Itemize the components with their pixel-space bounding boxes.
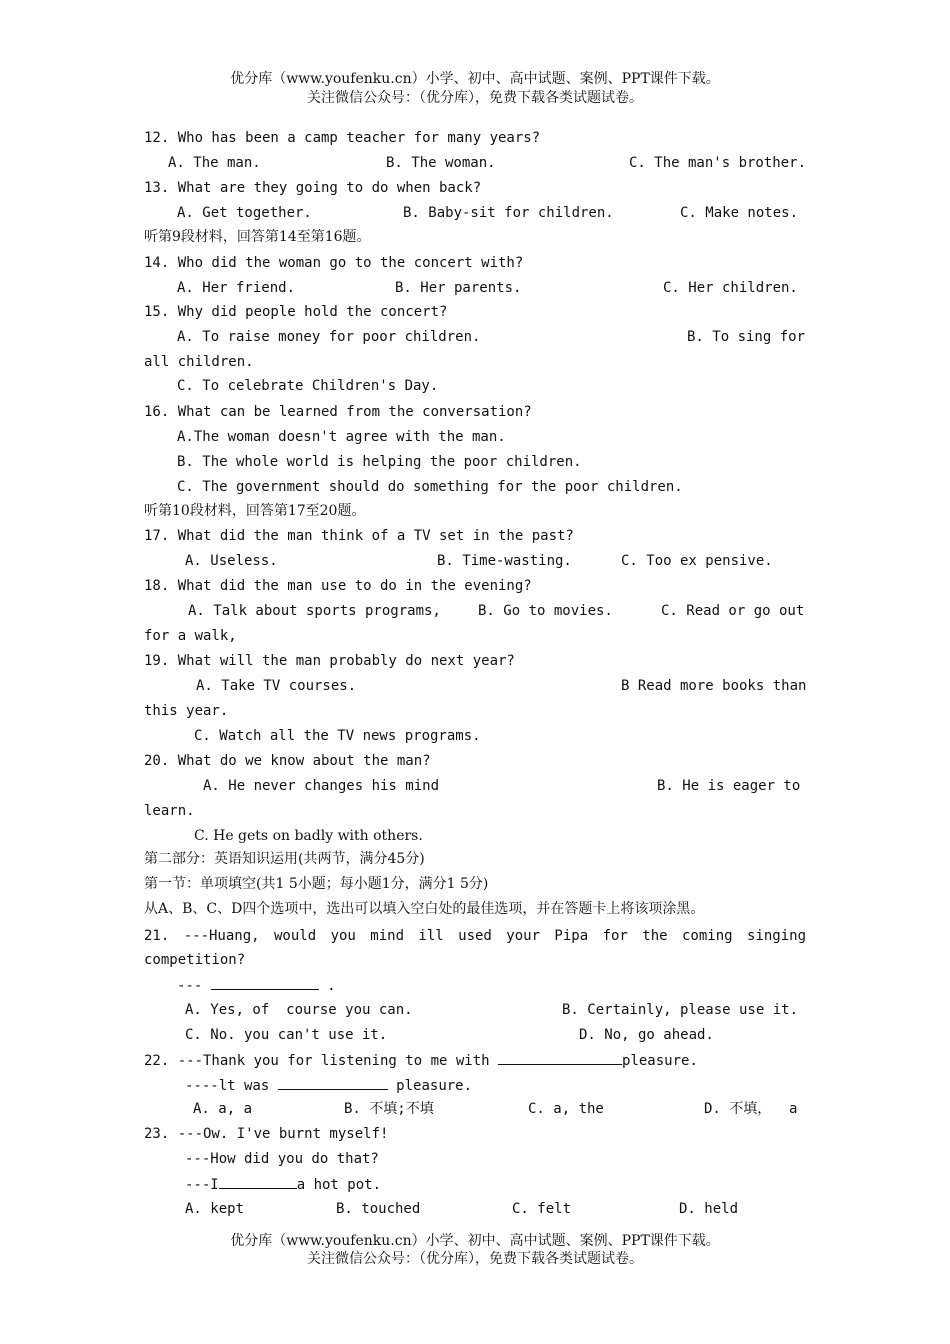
question-15: 15. Why did people hold the concert?	[144, 304, 448, 320]
q21-dashes: ---	[177, 978, 203, 994]
question-14: 14. Who did the woman go to the concert with?	[144, 255, 524, 271]
q19-option-c: C. Watch all the TV news programs.	[194, 728, 481, 744]
q21-option-d: D. No, go ahead.	[579, 1027, 714, 1043]
q20-option-b-continued: learn.	[144, 803, 195, 819]
q16-option-b: B. The whole world is helping the poor children.	[177, 454, 582, 470]
q22-answer-blank-1[interactable]	[498, 1052, 622, 1065]
question-13: 13. What are they going to do when back?	[144, 180, 482, 196]
q19-option-a: A. Take TV courses.	[196, 678, 357, 694]
question-19: 19. What will the man probably do next year?	[144, 653, 515, 669]
section-1-heading: 第一节：单项填空(共1 5小题；每小题1分，满分1 5分)	[144, 876, 489, 892]
q18-option-a: A. Talk about sports programs,	[188, 603, 441, 619]
part-2-heading: 第二部分：英语知识运用(共两节，满分45分)	[144, 851, 425, 867]
footer-line-1: 优分库（www.youfenku.cn）小学、初中、高中试题、案例、PPT课件下载。	[230, 1233, 720, 1249]
q13-option-a: A. Get together.	[177, 205, 312, 221]
q20-option-c: C. He gets on badly with others.	[194, 828, 423, 844]
q22-text: 22. ---Thank you for listening to me with	[144, 1053, 490, 1069]
question-20: 20. What do we know about the man?	[144, 753, 431, 769]
q21-period: .	[327, 978, 336, 994]
q12-option-a: A. The man.	[168, 155, 261, 171]
q22-answer-blank-2[interactable]	[278, 1077, 388, 1090]
q14-option-b: B. Her parents.	[395, 280, 522, 296]
q20-option-b: B. He is eager to	[657, 778, 801, 794]
q23-option-c: C. felt	[512, 1201, 572, 1217]
section-heading-10: 听第10段材料，回答第17至20题。	[144, 503, 366, 519]
q15-option-b-continued: all children.	[144, 354, 254, 370]
q19-option-b: B Read more books than	[621, 678, 807, 694]
q21-response-line	[177, 977, 336, 994]
q18-option-c: C. Read or go out	[661, 603, 805, 619]
q17-option-c: C. Too ex pensive.	[621, 553, 773, 569]
footer-line-2: 关注微信公众号：（优分库），免费下载各类试题试卷。	[307, 1251, 643, 1267]
q19-option-b-continued: this year.	[144, 703, 229, 719]
q12-option-c: C. The man's brother.	[629, 155, 807, 171]
q15-option-b: B. To sing for	[687, 329, 806, 345]
question-23-line-2: ---How did you do that?	[185, 1151, 379, 1167]
question-12: 12. Who has been a camp teacher for many years?	[144, 130, 541, 146]
q23-text-end: a hot pot.	[296, 1177, 382, 1193]
q22-option-d: D. 不填，	[704, 1101, 772, 1117]
q15-option-a: A. To raise money for poor children.	[177, 329, 481, 345]
q16-option-c: C. The government should do something for the poor children.	[177, 479, 683, 495]
q22-option-b: B. 不填;不填	[344, 1101, 434, 1117]
q15-option-c: C. To celebrate Children's Day.	[177, 378, 439, 394]
question-18: 18. What did the man use to do in the evening?	[144, 578, 532, 594]
q22-option-a: A. a, a	[193, 1101, 253, 1117]
q23-option-a: A. kept	[185, 1201, 245, 1217]
header-line-1: 优分库（www.youfenku.cn）小学、初中、高中试题、案例、PPT课件下载。	[230, 71, 720, 87]
q22-response-end: pleasure.	[396, 1078, 473, 1094]
q17-option-b: B. Time-wasting.	[437, 553, 572, 569]
q23-dashes: ---I	[185, 1177, 219, 1193]
q21-answer-blank[interactable]	[211, 977, 319, 990]
instructions: 从A、B、C、D四个选项中，选出可以填入空白处的最佳选项，并在答题卡上将该项涂黑。	[144, 901, 705, 917]
q23-option-b: B. touched	[336, 1201, 421, 1217]
q14-option-c: C. Her children.	[663, 280, 798, 296]
question-22	[144, 1052, 698, 1069]
q22-option-c: C. a, the	[528, 1101, 604, 1117]
question-23: 23. ---Ow. I've burnt myself!	[144, 1126, 389, 1142]
q23-answer-blank[interactable]	[219, 1176, 297, 1189]
q18-option-b: B. Go to movies.	[478, 603, 613, 619]
q21-option-c: C. No. you can't use it.	[185, 1027, 388, 1043]
question-22-response	[185, 1077, 472, 1094]
question-17: 17. What did the man think of a TV set in the past?	[144, 528, 574, 544]
q14-option-a: A. Her friend.	[177, 280, 296, 296]
q21-option-b: B. Certainly, please use it.	[562, 1002, 799, 1018]
q22-text-end: pleasure.	[622, 1053, 698, 1069]
q22-response-text: ----lt was	[185, 1078, 270, 1094]
question-16: 16. What can be learned from the conversation?	[144, 404, 532, 420]
q21-option-a: A. Yes, of course you can.	[185, 1002, 413, 1018]
q13-option-b: B. Baby-sit for children.	[403, 205, 614, 221]
question-23-line-3	[185, 1176, 381, 1193]
header-line-2: 关注微信公众号：（优分库），免费下载各类试题试卷。	[307, 90, 643, 106]
q17-option-a: A. Useless.	[185, 553, 278, 569]
q20-option-a: A. He never changes his mind	[203, 778, 440, 794]
q13-option-c: C. Make notes.	[680, 205, 799, 221]
section-heading-9: 听第9段材料，回答第14至第16题。	[144, 229, 371, 245]
q16-option-a: A.The woman doesn't agree with the man.	[177, 429, 506, 445]
q18-option-c-continued: for a walk,	[144, 628, 237, 644]
q22-option-d-continued: a	[789, 1101, 798, 1117]
q12-option-b: B. The woman.	[386, 155, 496, 171]
q23-option-d: D. held	[679, 1201, 739, 1217]
question-21: 21. ---Huang, would you mind ill used your Pipa for the coming singing	[144, 928, 807, 944]
question-21-continued: competition?	[144, 952, 246, 968]
